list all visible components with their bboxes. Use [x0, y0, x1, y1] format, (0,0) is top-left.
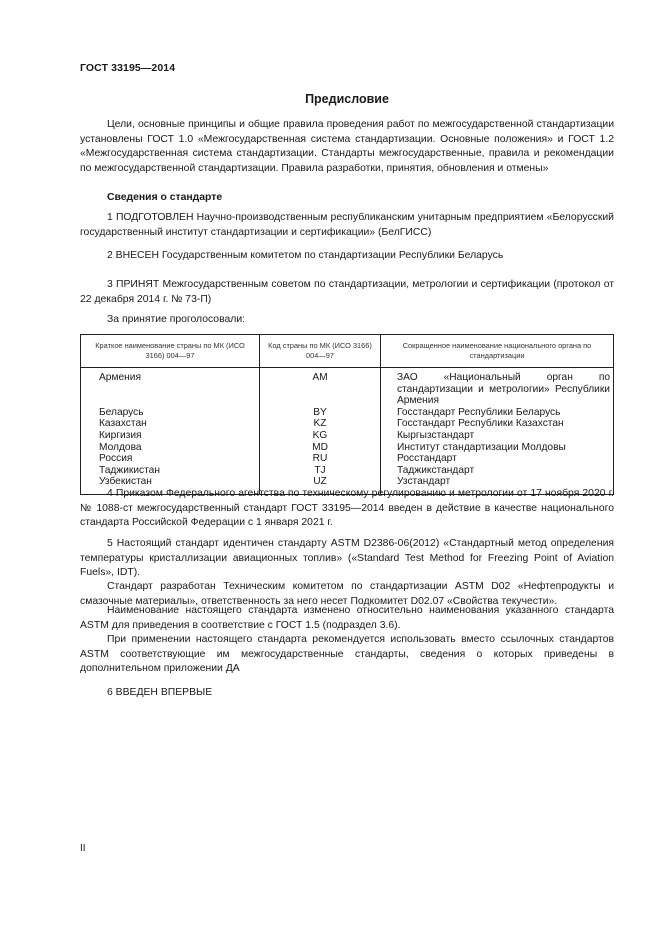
intro-paragraph: Цели, основные принципы и общие правила проведения работ по межгосударственной стандартизации установлены ГОСТ 1.0 «Межгосударственная система стандартизации. Основные положения» и ГОСТ 1.2 «Межгосударственная система стандартизации. Стандарты межгосударственные, правила и рекомендации по межгосударственной стандартизации. Правила разработки, принятия, обновления и отмены» [80, 119, 614, 174]
voting-table [80, 334, 614, 495]
paragraph-1: 1 ПОДГОТОВЛЕН Научно-производственным республиканским унитарным предприятием «Белорусский государственный институт стандартизации и сертификации» (БелГИСС) [80, 212, 614, 238]
country-cell: Казахстан [81, 418, 260, 430]
country-cell: Узбекистан [81, 476, 260, 494]
table-row [81, 442, 614, 454]
paragraph-3: 3 ПРИНЯТ Межгосударственным советом по стандартизации, метрологии и сертификации (протокол от 22 декабря 2014 г. № 73-П) [80, 279, 614, 305]
code-cell: KG [260, 430, 381, 442]
page-number: II [80, 843, 86, 854]
paragraph-4: 4 Приказом Федерального агентства по техническому регулированию и метрологии от 17 ноября 2020 г. № 1088-ст межгосударственный стандарт ГОСТ 33195—2014 введен в действие в качестве национального стандарта Российской Федерации с 1 января 2021 г. [80, 488, 614, 529]
paragraph-5-identity: 5 Настоящий стандарт идентичен стандарту ASTM D2386-06(2012) «Стандартный метод определения температуры кристаллизации авиационных топлив» («Standard Test Method for Freezing Point of Aviation Fuels», IDT). [80, 538, 614, 579]
body-cell: Госстандарт Республики Казахстан [381, 418, 614, 430]
country-cell: Киргизия [81, 430, 260, 442]
table-row [81, 453, 614, 465]
country-cell: Беларусь [81, 407, 260, 419]
body-cell: Таджикстандарт [381, 465, 614, 477]
body-cell: Госстандарт Республики Беларусь [381, 407, 614, 419]
table-row [81, 418, 614, 430]
table-row [81, 430, 614, 442]
paragraph-6: 6 ВВЕДЕН ВПЕРВЫЕ [107, 687, 213, 698]
table-header-code: Код страны по МК (ИСО 3166) 004—97 [260, 335, 381, 368]
table-header-country: Краткое наименование страны по МК (ИСО 3166) 004—97 [81, 335, 260, 368]
table-row [81, 368, 614, 407]
paragraph-5-committee: Стандарт разработан Техническим комитетом по стандартизации ASTM D02 «Нефтепродукты и смазочные материалы», ответственность за него несет Подкомитет D02.07 «Свойства текучести». [80, 581, 614, 607]
code-cell: RU [260, 453, 381, 465]
code-cell: MD [260, 442, 381, 454]
code-cell: UZ [260, 476, 381, 494]
section-heading: Сведения о стандарте [107, 192, 223, 203]
voted-label: За принятие проголосовали: [107, 314, 246, 325]
country-cell: Россия [81, 453, 260, 465]
table-row [81, 407, 614, 419]
body-cell: Кыргызстандарт [381, 430, 614, 442]
code-cell: BY [260, 407, 381, 419]
country-cell: Молдова [81, 442, 260, 454]
code-cell: TJ [260, 465, 381, 477]
page-title: Предисловие [305, 92, 389, 106]
code-cell: AM [260, 368, 381, 407]
body-cell: Институт стандартизации Молдовы [381, 442, 614, 454]
paragraph-2: 2 ВНЕСЕН Государственным комитетом по стандартизации Республики Беларусь [107, 250, 504, 261]
paragraph-5-references: При применении настоящего стандарта рекомендуется использовать вместо ссылочных стандартов ASTM соответствующие им межгосударственные стандарты, сведения о которых приведены в дополнительном приложении ДА [80, 634, 614, 675]
table-row [81, 465, 614, 477]
standard-code-header: ГОСТ 33195—2014 [80, 62, 176, 74]
body-cell: Росстандарт [381, 453, 614, 465]
paragraph-5-name-change: Наименование настоящего стандарта изменено относительно наименования указанного стандарта ASTM для приведения в соответствие с ГОСТ 1.5 (подраздел 3.6). [80, 605, 614, 631]
code-cell: KZ [260, 418, 381, 430]
country-cell: Армения [81, 368, 260, 407]
country-cell: Таджикистан [81, 465, 260, 477]
table-header-row [81, 335, 614, 368]
body-cell: Узстандарт [381, 476, 614, 494]
table-header-body: Сокращенное наименование национального органа по стандартизации [381, 335, 614, 368]
body-cell: ЗАО «Национальный орган по стандартизации и метрологии» Республики Армения [381, 368, 614, 407]
